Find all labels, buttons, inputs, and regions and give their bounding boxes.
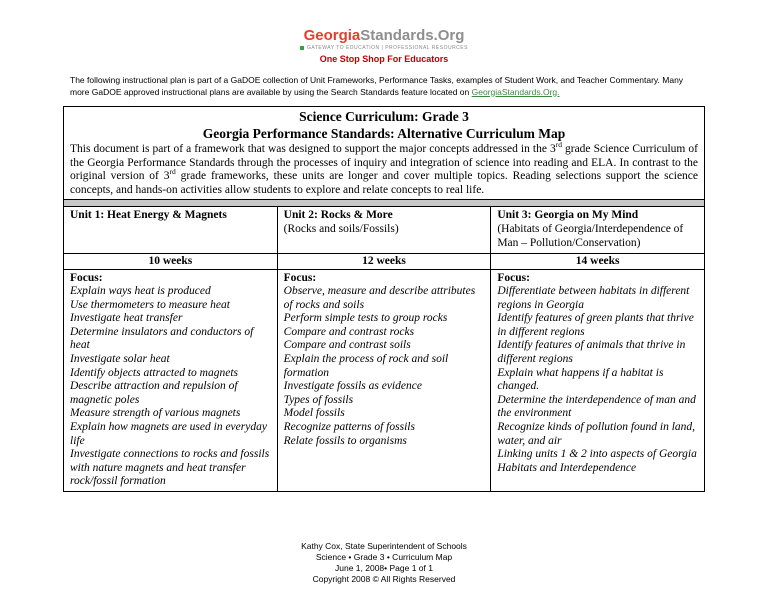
curriculum-table bbox=[63, 106, 705, 492]
unit3-focus-cell bbox=[491, 270, 705, 492]
divider-row bbox=[64, 200, 705, 207]
unit3-title: Unit 3: Georgia on My Mind bbox=[497, 209, 639, 221]
unit1-focus-label: Focus: bbox=[70, 272, 103, 284]
superscript-rd: rd bbox=[169, 167, 176, 177]
footer-line: June 1, 2008• Page 1 of 1 bbox=[335, 563, 433, 573]
intro-paragraph bbox=[66, 75, 702, 98]
focus-item: Perform simple tests to group rocks bbox=[283, 312, 448, 325]
focus-item: Compare and contrast soils bbox=[283, 339, 411, 352]
table-header-cell bbox=[64, 107, 705, 200]
footer-lines bbox=[0, 541, 768, 585]
unit2-focus-list bbox=[284, 285, 485, 448]
unit2-duration: 12 weeks bbox=[277, 254, 491, 270]
focus-item: Investigate connections to rocks and fossils with nature magnets and heat transfer rock/fossil formation bbox=[70, 448, 270, 488]
doc-title-line2: Georgia Performance Standards: Alternative Curriculum Map bbox=[202, 126, 566, 141]
focus-item: Model fossils bbox=[283, 407, 345, 420]
focus-item: Investigate heat transfer bbox=[70, 312, 183, 325]
doc-description bbox=[70, 140, 699, 197]
focus-item: Describe attraction and repulsion of magnetic poles bbox=[70, 380, 238, 406]
unit3-duration: 14 weeks bbox=[491, 254, 705, 270]
unit1-header-cell bbox=[64, 207, 278, 254]
footer-line: Kathy Cox, State Superintendent of Schools bbox=[301, 541, 467, 551]
unit3-subtitle: (Habitats of Georgia/Interdependence of Man – Pollution/Conservation) bbox=[497, 223, 684, 249]
focus-item: Identify features of animals that thrive in different regions bbox=[497, 339, 686, 365]
unit2-focus-label: Focus: bbox=[283, 272, 317, 284]
logo-subtitle: One Stop Shop For Educators bbox=[319, 54, 449, 64]
georgiastandards-link[interactable]: GeorgiaStandards.Org. bbox=[471, 86, 560, 97]
desc-part-a: This document is part of a framework that was designed to support the major concepts addressed in the 3 bbox=[70, 143, 556, 155]
unit3-focus-label: Focus: bbox=[497, 272, 530, 284]
focus-item: Investigate fossils as evidence bbox=[283, 380, 422, 393]
focus-item: Recognize kinds of pollution found in land, water, and air bbox=[497, 420, 696, 447]
logo-tagline bbox=[0, 45, 768, 51]
green-bar-icon bbox=[300, 46, 304, 50]
unit2-title: Unit 2: Rocks & More bbox=[283, 209, 393, 221]
logo-wordmark bbox=[0, 28, 768, 44]
divider-cell bbox=[64, 200, 705, 207]
superscript-rd: rd bbox=[555, 140, 562, 150]
unit2-focus-cell bbox=[277, 270, 491, 492]
footer-line: Copyright 2008 © All Rights Reserved bbox=[312, 574, 456, 584]
focus-item: Relate fossils to organisms bbox=[283, 434, 407, 447]
logo-tagline-text: GATEWAY TO EDUCATION | PROFESSIONAL RESOURCES bbox=[307, 45, 468, 51]
focus-item: Explain ways heat is produced bbox=[70, 285, 211, 297]
focus-item: Explain how magnets are used in everyday life bbox=[70, 420, 267, 447]
focus-item: Observe, measure and describe attributes of rocks and soils bbox=[283, 285, 476, 311]
desc-part-c: grade frameworks, these units are longer and cover multiple topics. Reading selections support the science concepts, and hands-on activities allow students to explore and relate concepts to real life. bbox=[70, 170, 699, 196]
unit3-header-cell bbox=[491, 207, 705, 254]
focus-item: Use thermometers to measure heat bbox=[70, 298, 230, 311]
focus-item: Explain the process of rock and soil formation bbox=[283, 352, 449, 379]
footer-line: Science • Grade 3 • Curriculum Map bbox=[315, 552, 453, 562]
duration-row bbox=[64, 254, 705, 270]
logo-georgia-text: Georgia bbox=[303, 27, 361, 44]
focus-item: Investigate solar heat bbox=[70, 352, 170, 365]
unit1-focus-list bbox=[70, 285, 271, 489]
unit2-subtitle: (Rocks and soils/Fossils) bbox=[283, 223, 399, 235]
focus-item: Differentiate between habitats in different regions in Georgia bbox=[497, 285, 690, 311]
desc-part-b: grade Science Curriculum of the Georgia Performance Standards through the processes of inquiry and integration of science into reading and ELA. In contrast to the original version of 3 bbox=[70, 143, 698, 182]
focus-item: Determine the interdependence of man and the environment bbox=[497, 393, 696, 420]
unit1-duration: 10 weeks bbox=[64, 254, 278, 270]
focus-item: Recognize patterns of fossils bbox=[283, 420, 415, 433]
unit1-focus-cell bbox=[64, 270, 278, 492]
unit3-focus-list bbox=[497, 285, 698, 475]
focus-item: Identify features of green plants that thrive in different regions bbox=[497, 312, 694, 338]
intro-text: The following instructional plan is part of a GaDOE collection of Unit Frameworks, Performance Tasks, examples of Student Work, and Teacher Commentary. Many more GaDOE approved instructional plans are available by using the Search Standards feature located on bbox=[70, 75, 684, 97]
unit1-title: Unit 1: Heat Energy & Magnets bbox=[70, 209, 227, 221]
focus-row bbox=[64, 270, 705, 492]
table-header-row bbox=[64, 107, 705, 200]
focus-item: Determine insulators and conductors of heat bbox=[70, 325, 254, 352]
logo-standards-text: Standards.Org bbox=[360, 27, 465, 44]
logo bbox=[0, 0, 768, 64]
focus-item: Explain what happens if a habitat is changed. bbox=[497, 366, 664, 393]
doc-title-line1: Science Curriculum: Grade 3 bbox=[299, 109, 469, 124]
focus-item: Compare and contrast rocks bbox=[283, 325, 415, 338]
footer bbox=[0, 541, 768, 585]
focus-item: Measure strength of various magnets bbox=[70, 407, 241, 420]
focus-item: Types of fossils bbox=[283, 393, 354, 406]
unit2-header-cell bbox=[277, 207, 491, 254]
unit-title-row bbox=[64, 207, 705, 254]
focus-item: Linking units 1 & 2 into aspects of Georgia Habitats and Interdependence bbox=[497, 448, 697, 474]
focus-item: Identify objects attracted to magnets bbox=[70, 366, 238, 379]
